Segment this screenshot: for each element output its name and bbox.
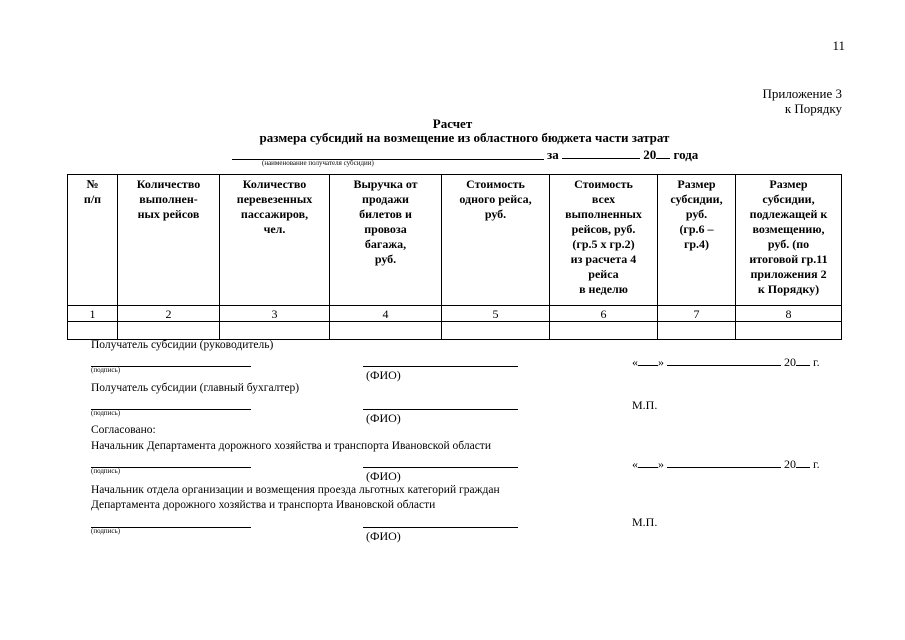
year-blank <box>796 354 810 366</box>
period-year-prefix: 20 <box>643 147 657 162</box>
column-header-line: руб. <box>374 252 397 266</box>
dept-head-label: Начальник Департамента дорожного хозяйства и транспорта Ивановской области <box>91 440 491 452</box>
date-line-2 <box>632 456 820 472</box>
column-header-line: руб. (по <box>767 237 810 251</box>
column-header-line: Стоимость <box>466 177 525 191</box>
column-header-3 <box>220 175 330 306</box>
column-number-1: 1 <box>68 306 118 322</box>
dept-head-fio-line <box>363 467 518 468</box>
column-header-line: субсидии, <box>762 192 815 206</box>
column-header-line: рейсов, руб. <box>571 222 636 236</box>
column-header-line: № <box>86 177 99 191</box>
column-number-row <box>68 306 842 322</box>
column-header-7 <box>658 175 736 306</box>
column-header-line: (гр.5 х гр.2) <box>572 237 635 251</box>
date-year-prefix: 20 <box>784 355 796 369</box>
period-blank <box>562 147 640 159</box>
dept-head-signature-caption: (подпись) <box>91 467 121 475</box>
office-head-signature-caption: (подпись) <box>91 527 121 535</box>
table-cell <box>68 322 118 340</box>
accountant-fio-line <box>363 409 518 410</box>
column-header-line: рейса <box>588 267 619 281</box>
column-header-line: продажи <box>362 192 409 206</box>
column-header-line: подлежащей к <box>749 207 828 221</box>
column-header-line: из расчета 4 <box>570 252 637 266</box>
column-header-line: руб. <box>685 207 708 221</box>
table-cell <box>220 322 330 340</box>
column-header-line: руб. <box>484 207 507 221</box>
column-number-3: 3 <box>220 306 330 322</box>
appendix-line-1: Приложение 3 <box>762 86 842 101</box>
date-year-suffix: г. <box>813 457 820 471</box>
stamp-place-2: М.П. <box>632 515 658 529</box>
column-header-line: перевезенных <box>236 192 313 206</box>
column-number-8: 8 <box>736 306 842 322</box>
column-number-6: 6 <box>550 306 658 322</box>
column-header-line: к Порядку) <box>757 282 820 296</box>
column-header-4 <box>330 175 442 306</box>
column-number-7: 7 <box>658 306 736 322</box>
table-cell <box>550 322 658 340</box>
column-header-line: чел. <box>263 222 286 236</box>
column-header-line: в неделю <box>579 282 628 296</box>
column-header-line: всех <box>591 192 616 206</box>
document-subtitle: размера субсидий на возмещение из областного бюджета части затрат <box>259 130 670 145</box>
head-fio-line <box>363 366 518 367</box>
table-row <box>68 322 842 340</box>
column-header-line: возмещению, <box>752 222 825 236</box>
table-header-row <box>68 175 842 306</box>
column-header-line: выполненных <box>565 207 642 221</box>
period-for-label: за <box>547 147 559 162</box>
column-header-line: ных рейсов <box>137 207 200 221</box>
column-header-line: Количество <box>136 177 201 191</box>
column-header-line: Размер <box>677 177 716 191</box>
year-blank <box>796 456 810 468</box>
stamp-place-1: М.П. <box>632 398 658 412</box>
calculation-table <box>67 174 842 340</box>
column-header-line: провоза <box>364 222 407 236</box>
table-cell <box>736 322 842 340</box>
table-cell <box>442 322 550 340</box>
column-header-line: пассажиров, <box>240 207 309 221</box>
column-header-line: итоговой гр.11 <box>749 252 828 266</box>
column-header-line: Выручка от <box>353 177 418 191</box>
dept-head-fio: (ФИО) <box>366 469 401 483</box>
date-line-1 <box>632 354 820 370</box>
date-quote-close: » <box>658 457 664 471</box>
date-quote-close: » <box>658 355 664 369</box>
column-number-2: 2 <box>118 306 220 322</box>
accountant-fio: (ФИО) <box>366 411 401 425</box>
column-header-2 <box>118 175 220 306</box>
page-number: 11 <box>832 38 845 53</box>
date-year-suffix: г. <box>813 355 820 369</box>
office-head-label-1: Начальник отдела организации и возмещения проезда льготных категорий граждан <box>91 484 500 496</box>
head-signature-caption: (подпись) <box>91 366 121 374</box>
head-label: Получатель субсидии (руководитель) <box>91 339 274 351</box>
table-cell <box>118 322 220 340</box>
table-cell <box>658 322 736 340</box>
month-blank <box>667 354 781 366</box>
column-number-5: 5 <box>442 306 550 322</box>
period-year-blank <box>656 147 670 159</box>
agreed-label: Согласовано: <box>91 424 156 436</box>
date-quote-open: « <box>632 355 638 369</box>
column-header-line: выполнен- <box>139 192 198 206</box>
day-blank <box>638 354 658 366</box>
date-quote-open: « <box>632 457 638 471</box>
office-head-fio-line <box>363 527 518 528</box>
column-header-line: приложения 2 <box>750 267 827 281</box>
office-head-label-2: Департамента дорожного хозяйства и транспорта Ивановской области <box>91 499 436 511</box>
period-line <box>547 147 698 163</box>
column-header-line: Стоимость <box>574 177 633 191</box>
column-header-line: багажа, <box>364 237 407 251</box>
month-blank <box>667 456 781 468</box>
accountant-label: Получатель субсидии (главный бухгалтер) <box>91 382 300 394</box>
column-header-line: одного рейса, <box>459 192 532 206</box>
column-number-4: 4 <box>330 306 442 322</box>
appendix-line-2: к Порядку <box>784 101 842 116</box>
column-header-8 <box>736 175 842 306</box>
period-year-suffix: года <box>673 147 699 162</box>
column-header-line: субсидии, <box>670 192 723 206</box>
recipient-caption: (наименование получателя субсидии) <box>262 159 374 167</box>
column-header-line: билетов и <box>359 207 412 221</box>
column-header-line: п/п <box>83 192 102 206</box>
table-cell <box>330 322 442 340</box>
document-title: Расчет <box>432 116 473 131</box>
date-year-prefix: 20 <box>784 457 796 471</box>
accountant-signature-caption: (подпись) <box>91 409 121 417</box>
column-header-line: гр.4) <box>683 237 710 251</box>
day-blank <box>638 456 658 468</box>
column-header-6 <box>550 175 658 306</box>
column-header-5 <box>442 175 550 306</box>
column-header-line: Размер <box>769 177 808 191</box>
column-header-line: Количество <box>242 177 307 191</box>
column-header-line: (гр.6 – <box>679 222 714 236</box>
column-header-1 <box>68 175 118 306</box>
office-head-fio: (ФИО) <box>366 529 401 543</box>
appendix-reference <box>762 86 842 116</box>
head-fio: (ФИО) <box>366 368 401 382</box>
